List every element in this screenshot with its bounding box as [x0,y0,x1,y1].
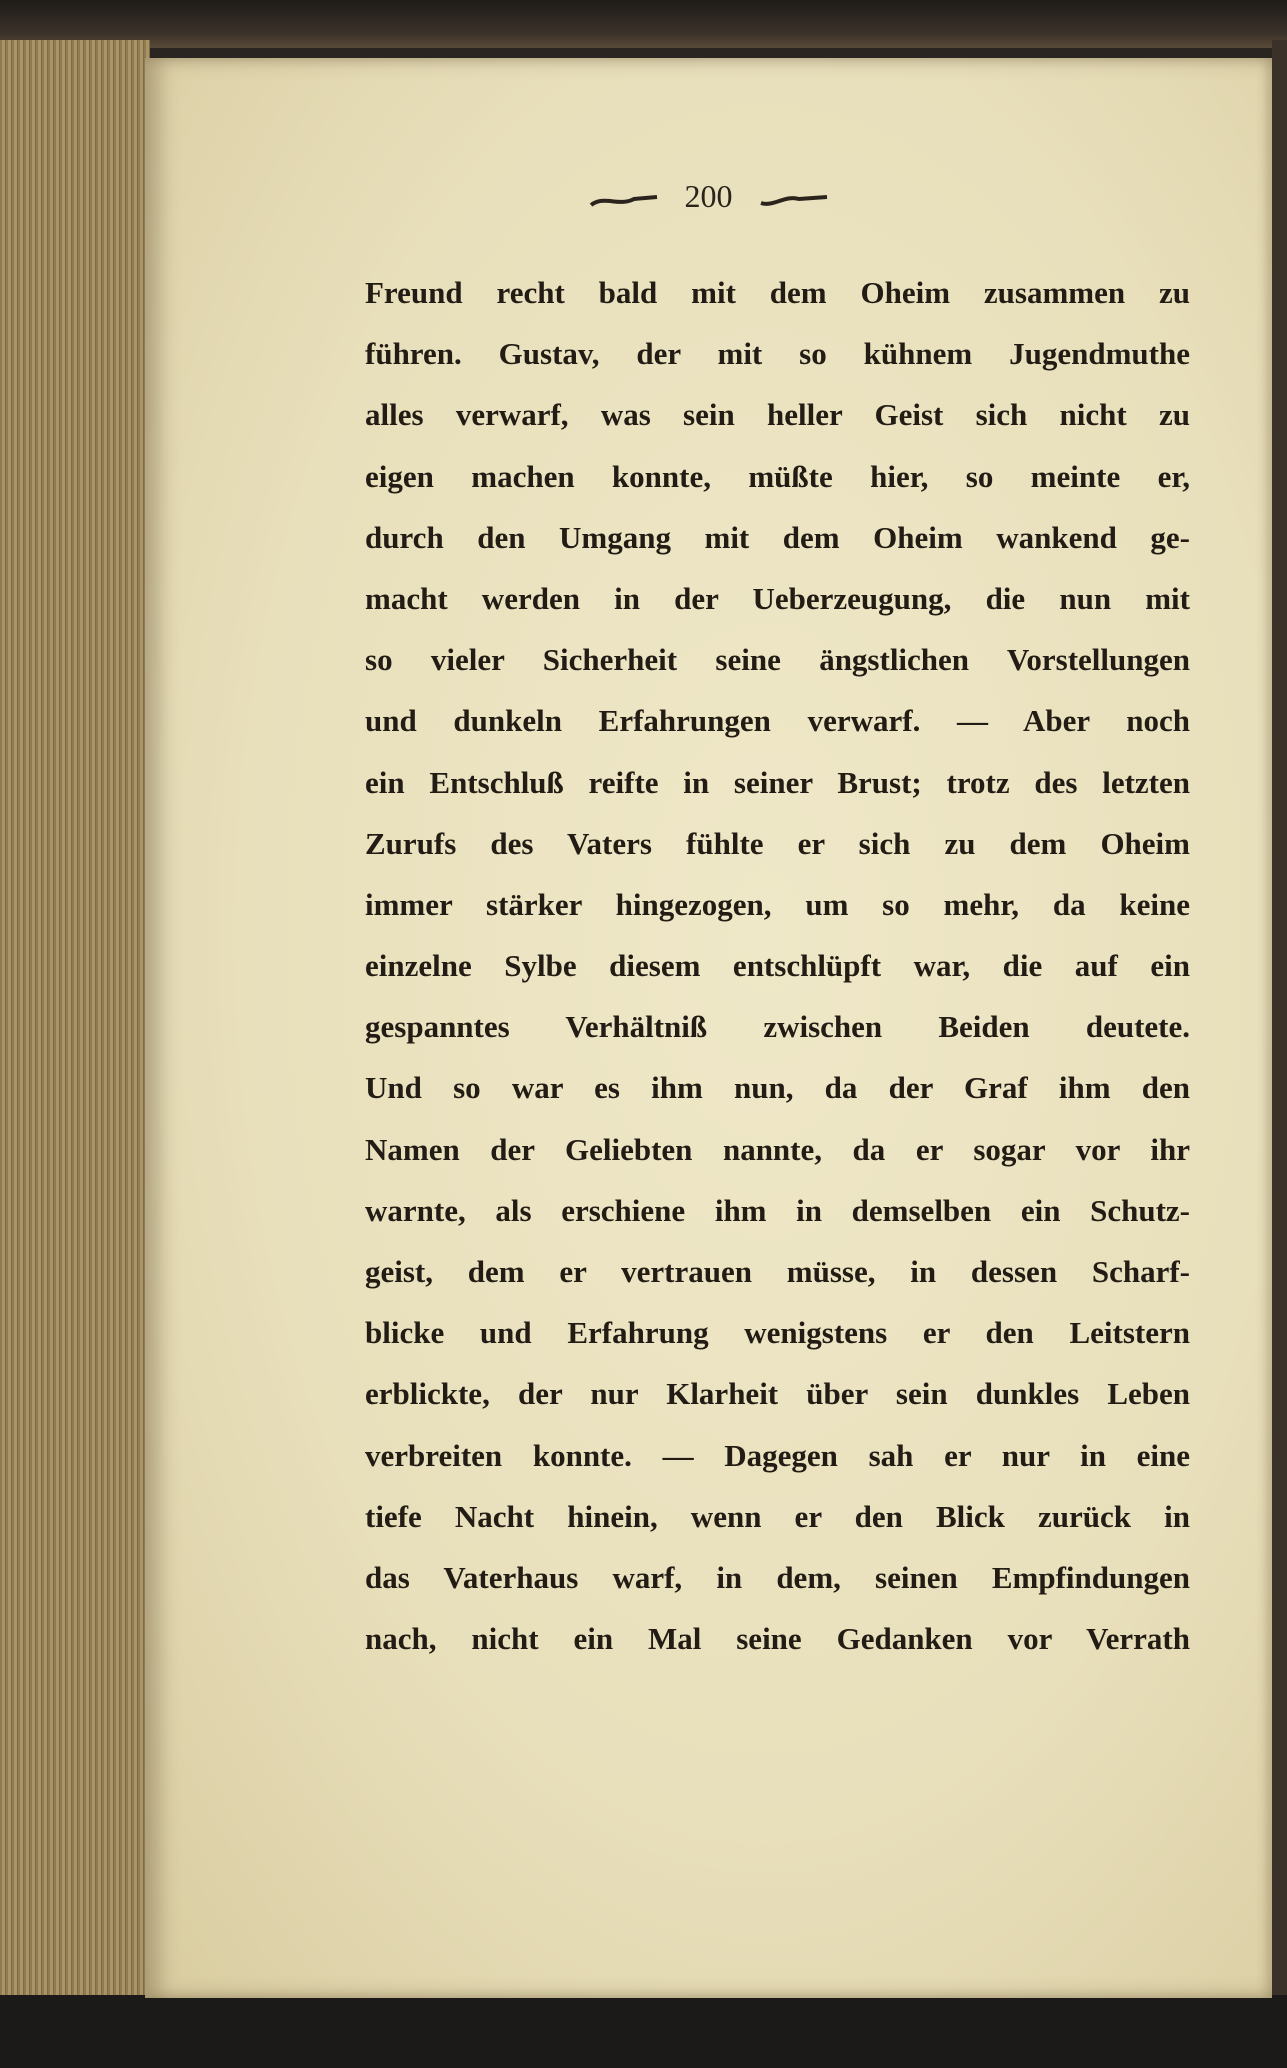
text-line: durch den Umgang mit dem Oheim wankend ge- [365,519,1190,555]
text-line: führen. Gustav, der mit so kühnem Jugendmuthe [365,336,1190,372]
text-line: gespanntes Verhältniß zwischen Beiden deutete. [365,1009,1190,1045]
text-line: ein Entschluß reifte in seiner Brust; trotz des letzten [365,764,1190,800]
body-text [365,262,1190,1669]
text-line: geist, dem er vertrauen müsse, in dessen Scharf- [365,1254,1190,1289]
text-line: immer stärker hingezogen, um so mehr, da keine [365,886,1190,922]
text-line: das Vaterhaus warf, in dem, seinen Empfindungen [365,1559,1190,1595]
text-line: warnte, als erschiene ihm in demselben ein Schutz- [365,1192,1190,1228]
page-number: 200 [684,178,733,214]
text-line: so vieler Sicherheit seine ängstlichen Vorstellungen [365,642,1190,678]
right-ornament-icon [759,193,829,207]
scan-top-border [0,0,1287,48]
text-line: tiefe Nacht hinein, wenn er den Blick zurück in [365,1498,1190,1534]
text-line: alles verwarf, was sein heller Geist sich nicht zu [365,397,1190,433]
text-line: nach, nicht ein Mal seine Gedanken vor Verrath [365,1621,1190,1657]
left-ornament-icon [589,193,659,207]
page-header [145,178,1272,215]
text-line: einzelne Sylbe diesem entschlüpft war, die auf ein [365,948,1190,984]
scan-right-border [1272,40,1287,2000]
text-line: erblickte, der nur Klarheit über sein dunkles Leben [365,1376,1190,1412]
scan-bottom-border [0,1995,1287,2068]
text-line: macht werden in der Ueberzeugung, die nun mit [365,580,1190,616]
text-line: und dunkeln Erfahrungen verwarf. — Aber noch [365,703,1190,739]
text-line: Zurufs des Vaters fühlte er sich zu dem Oheim [365,825,1190,861]
page-edges [0,40,150,2000]
text-line: Freund recht bald mit dem Oheim zusammen zu [365,275,1190,310]
text-line: blicke und Erfahrung wenigstens er den Leitstern [365,1315,1190,1351]
text-line: eigen machen konnte, müßte hier, so meinte er, [365,458,1190,494]
text-line: verbreiten konnte. — Dagegen sah er nur in eine [365,1437,1190,1473]
text-line: Und so war es ihm nun, da der Graf ihm den [365,1070,1190,1106]
text-line: Namen der Geliebten nannte, da er sogar vor ihr [365,1131,1190,1167]
